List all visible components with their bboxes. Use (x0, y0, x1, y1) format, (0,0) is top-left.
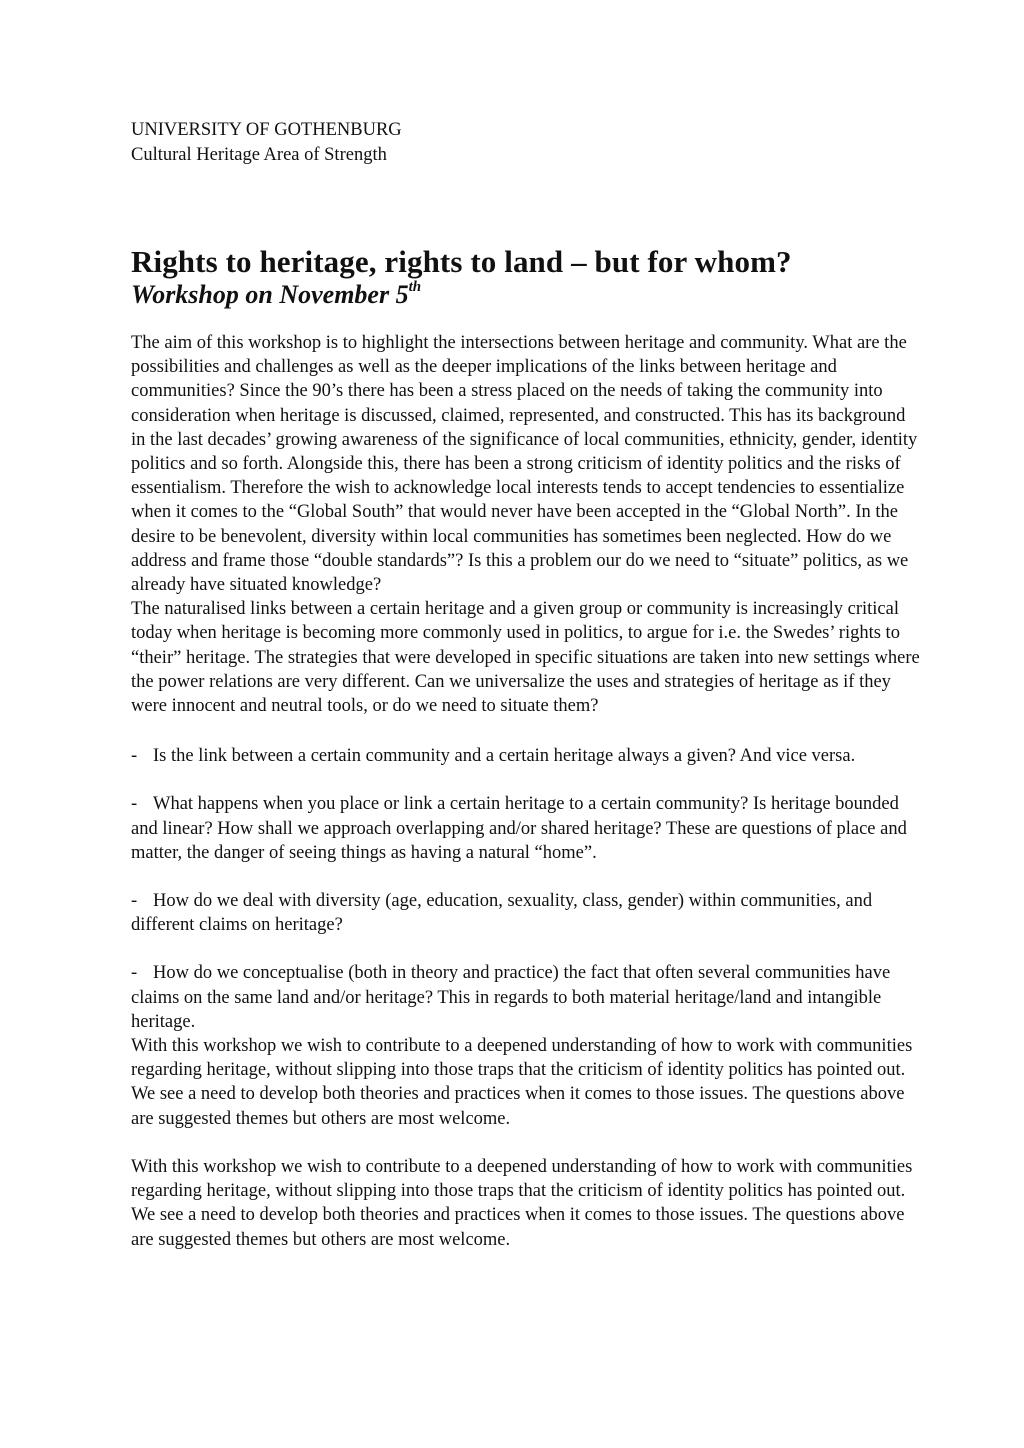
question-text: How do we deal with diversity (age, education, sexuality, class, gender) within communities, and different claims on heritage? (131, 891, 873, 936)
bullet-dash: - (131, 963, 138, 984)
question-text: Is the link between a certain community and a certain heritage always a given? And vice versa. (153, 746, 856, 767)
institution-name: UNIVERSITY OF GOTHENBURG (131, 120, 402, 140)
document-subtitle (131, 280, 921, 310)
question-item (131, 889, 921, 937)
unit-name: Cultural Heritage Area of Strength (131, 145, 387, 165)
question-text: How do we conceptualise (both in theory and practice) the fact that often several communities have claims on the same land and/or heritage? This in regards to both material heritage/land and intangible heritage. (131, 963, 891, 1032)
bullet-dash: - (131, 794, 138, 815)
question-text: What happens when you place or link a certain heritage to a certain community? Is heritage bounded and linear? How shall we approach overlapping and/or shared heritage? These are questions of place and matter, the danger of seeing things as having a natural “home”. (131, 794, 907, 863)
subtitle-superscript: th (408, 279, 422, 295)
closing-paragraph: With this workshop we wish to contribute to a deepened understanding of how to work with communities regarding heritage, without slipping into those traps that the criticism of identity politics has pointed out. We see a need to develop both theories and practices when it comes to those issues. The questions above are suggested themes but others are most welcome. (131, 1036, 913, 1129)
naturalised-paragraph: The naturalised links between a certain heritage and a given group or community is increasingly critical today when heritage is becoming more commonly used in politics, to argue for i.e. the Swedes’ rights to “their” heritage. The strategies that were developed in specific situations are taken into new settings where the power relations are very different. Can we universalize the uses and strategies of heritage as if they were innocent and neutral tools, or do we need to situate them? (131, 599, 920, 717)
closing-paragraph-repeat: With this workshop we wish to contribute to a deepened understanding of how to work with communities regarding heritage, without slipping into those traps that the criticism of identity politics has pointed out. We see a need to develop both theories and practices when it comes to those issues. The questions above are suggested themes but others are most welcome. (131, 1156, 913, 1250)
bullet-dash: - (131, 746, 138, 767)
intro-paragraph: The aim of this workshop is to highlight the intersections between heritage and community. What are the possibilities and challenges as well as the deeper implications of the links between heritage and communities? Since the 90’s there has been a stress placed on the needs of taking the community into consideration when heritage is discussed, claimed, represented, and constructed. This has its background in the last decades’ growing awareness of the significance of local communities, ethnicity, gender, identity politics and so forth. Alongside this, there has been a strong criticism of identity politics and the risks of essentialism. Therefore the wish to acknowledge local interests tends to accept tendencies to essentialize when it comes to the “Global South” that would never have been accepted in the “Global North”. In the desire to be benevolent, diversity within local communities has sometimes been neglected. How do we address and frame those “double standards”? Is this a problem our do we need to “situate” politics, as we already have situated knowledge? (131, 333, 918, 596)
bullet-dash: - (131, 891, 138, 912)
question-item (131, 792, 921, 865)
question-item (131, 961, 921, 1034)
subtitle-text: Workshop on November 5 (131, 280, 409, 309)
document-title: Rights to heritage, rights to land – but for whom? (131, 244, 792, 279)
document-page (131, 118, 921, 1252)
question-item (131, 744, 921, 768)
